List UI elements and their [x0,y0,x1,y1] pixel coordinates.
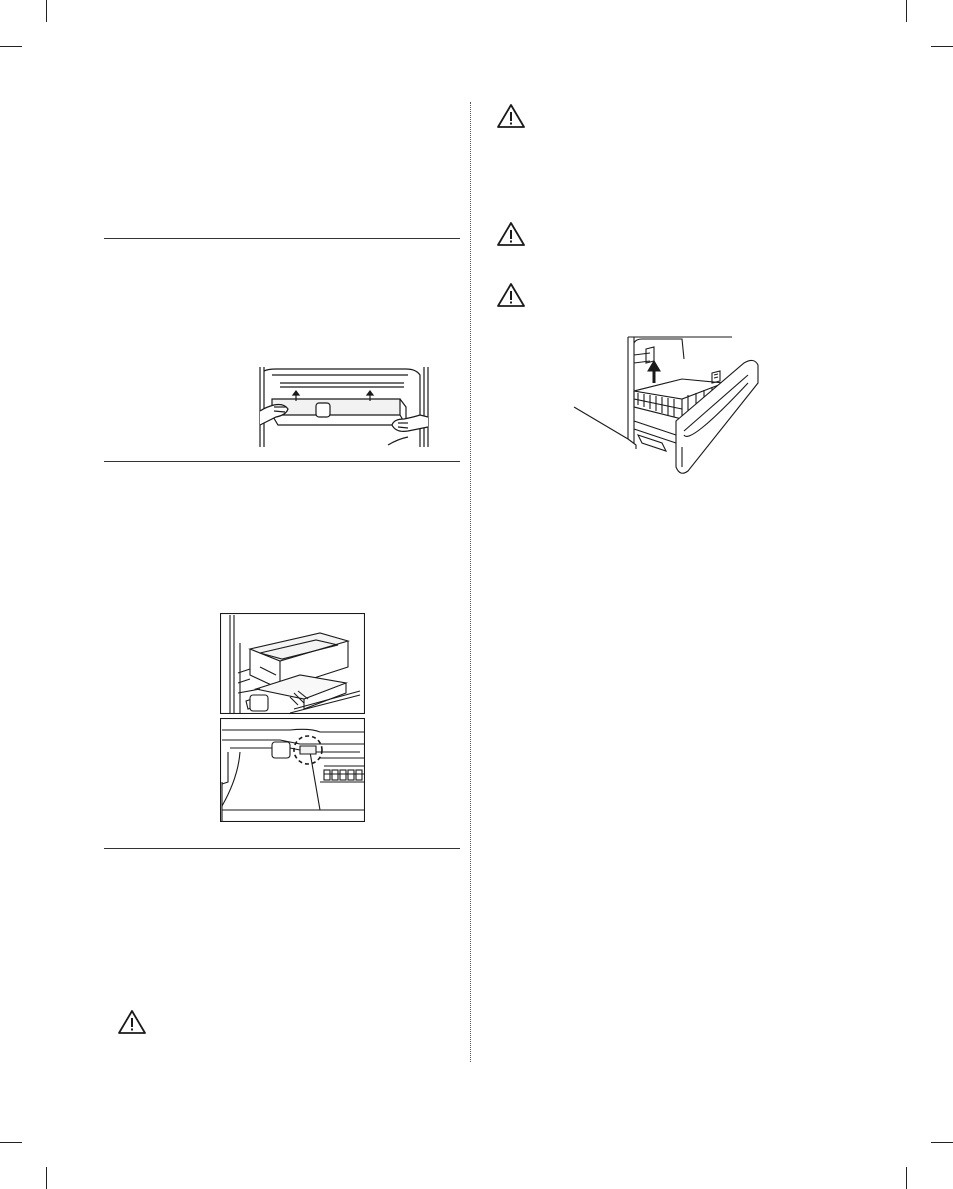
shelf-cover-removal-illustration [258,367,430,447]
crop-mark-bottom-right-v [906,1167,907,1189]
section-divider-3 [104,848,460,849]
crop-mark-bottom-left-v [46,1167,47,1189]
warning-triangle-icon [496,103,526,134]
section-divider-1 [104,238,460,239]
crop-mark-bottom-right-h [931,1142,953,1143]
section-divider-2 [104,461,460,462]
drawer-removal-illustration [220,613,365,714]
crop-mark-top-right-v [906,0,907,22]
warning-triangle-icon [496,282,526,313]
freezer-drawer-lift-illustration [572,335,772,477]
column-divider [470,102,471,1062]
warning-triangle-icon [496,221,526,252]
crop-mark-top-left-v [46,0,47,22]
crop-mark-bottom-left-h [0,1142,22,1143]
warning-triangle-icon [117,1009,147,1040]
crop-mark-top-left-h [0,46,22,47]
drawer-detail-illustration [220,718,365,822]
crop-mark-top-right-h [931,46,953,47]
